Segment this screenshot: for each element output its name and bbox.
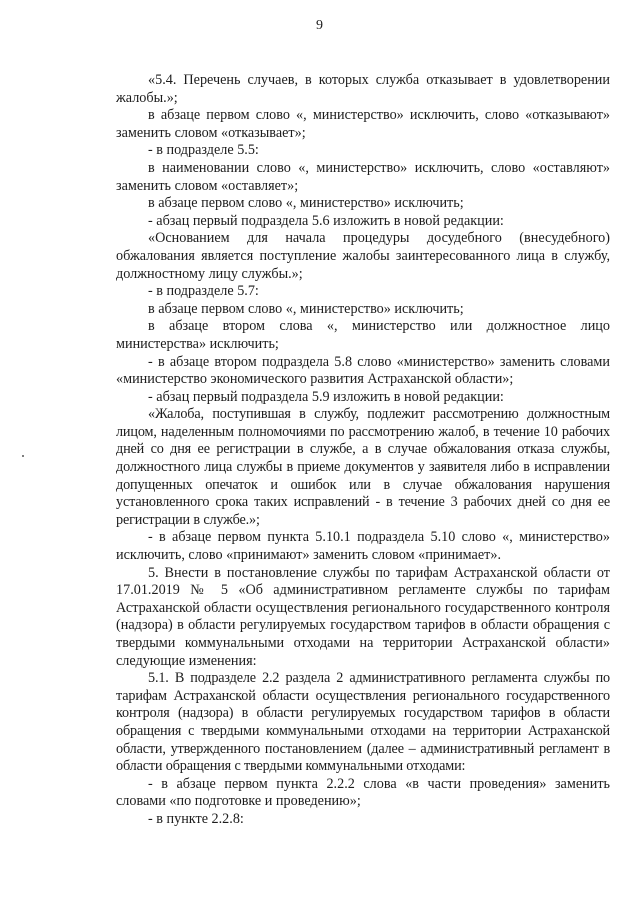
- paragraph-5-5-title-edit: в наименовании слово «, министерство» исключить, слово «оставляют» заменить словом «оставляет»;: [116, 159, 610, 194]
- paragraph-5-7-second-edit: в абзаце втором слова «, министерство или должностное лицо министерства» исключить;: [116, 318, 610, 352]
- paragraph-5-5-intro: - в подразделе 5.5:: [148, 142, 259, 159]
- paragraph-item-5: 5. Внести в постановление службы по тарифам Астраханской области от 17.01.2019 № 5 «Об административном регламенте службы по тарифам Астраханской области осуществления регионального государственного контроля (надзора) в области регулируемых государством тарифов в области обращения с твердыми коммунальными отходами на территории Астраханской области» следующие изменения:: [116, 564, 610, 669]
- paragraph-5-6-new-text: «Основанием для начала процедуры досудебного (внесудебного) обжалования является поступление жалобы заинтересованного лица в службу, должностному лицу службы.»;: [116, 230, 610, 282]
- paragraph-2-2-8-intro: - в пункте 2.2.8:: [148, 810, 244, 827]
- paragraph-2-2-2-edit: - в абзаце первом пункта 2.2.2 слова «в части проведения» заменить словами «по подготовке и проведению»;: [116, 775, 610, 810]
- scan-speck: [22, 455, 24, 457]
- paragraph-5-7-first-edit: в абзаце первом слово «, министерство» исключить;: [148, 300, 464, 317]
- paragraph-5-4-edit: в абзаце первом слово «, министерство» исключить, слово «отказывают» заменить словом «отказывает»;: [116, 107, 610, 141]
- paragraph-5-5-first-edit: в абзаце первом слово «, министерство» исключить;: [148, 195, 464, 212]
- paragraph-5-8-edit: - в абзаце втором подраздела 5.8 слово «министерство» заменить словами «министерство экономического развития Астраханской области»;: [116, 353, 610, 388]
- paragraph-5-9-intro: - абзац первый подраздела 5.9 изложить в новой редакции:: [148, 388, 504, 405]
- paragraph-5-4-heading: «5.4. Перечень случаев, в которых служба отказывает в удовлетворении жалобы.»;: [116, 72, 610, 106]
- paragraph-5-7-intro: - в подразделе 5.7:: [148, 283, 259, 300]
- document-body: [116, 72, 610, 829]
- paragraph-5-6-intro: - абзац первый подраздела 5.6 изложить в новой редакции:: [148, 212, 504, 229]
- paragraph-item-5-1: 5.1. В подразделе 2.2 раздела 2 административного регламента службы по тарифам Астраханской области осуществления регионального государственного контроля (надзора) в области регулируемых государством тарифов в области обращения с твердыми коммунальными отходами на территории Астраханской области, утвержденного постановлением (далее – административный регламент в области обращения с твердыми коммунальными отходами:: [116, 670, 610, 775]
- paragraph-5-9-new-text: «Жалоба, поступившая в службу, подлежит рассмотрению должностным лицом, наделенным полномочиями по рассмотрению жалоб, в течение 10 рабочих дней со дня ее регистрации в службе, а в случае обжалования отказа службы, должностного лица службы в приеме документов у заявителя либо в исправлении допущенных опечаток и ошибок или в случае обжалования нарушения установленного срока таких исправлений - в течение 3 рабочих дней со дня ее регистрации в службе.»;: [116, 406, 610, 528]
- paragraph-5-10-1-edit: - в абзаце первом пункта 5.10.1 подраздела 5.10 слово «, министерство» исключить, слово «принимают» заменить словом «принимает».: [116, 529, 610, 564]
- page-number: 9: [316, 18, 323, 33]
